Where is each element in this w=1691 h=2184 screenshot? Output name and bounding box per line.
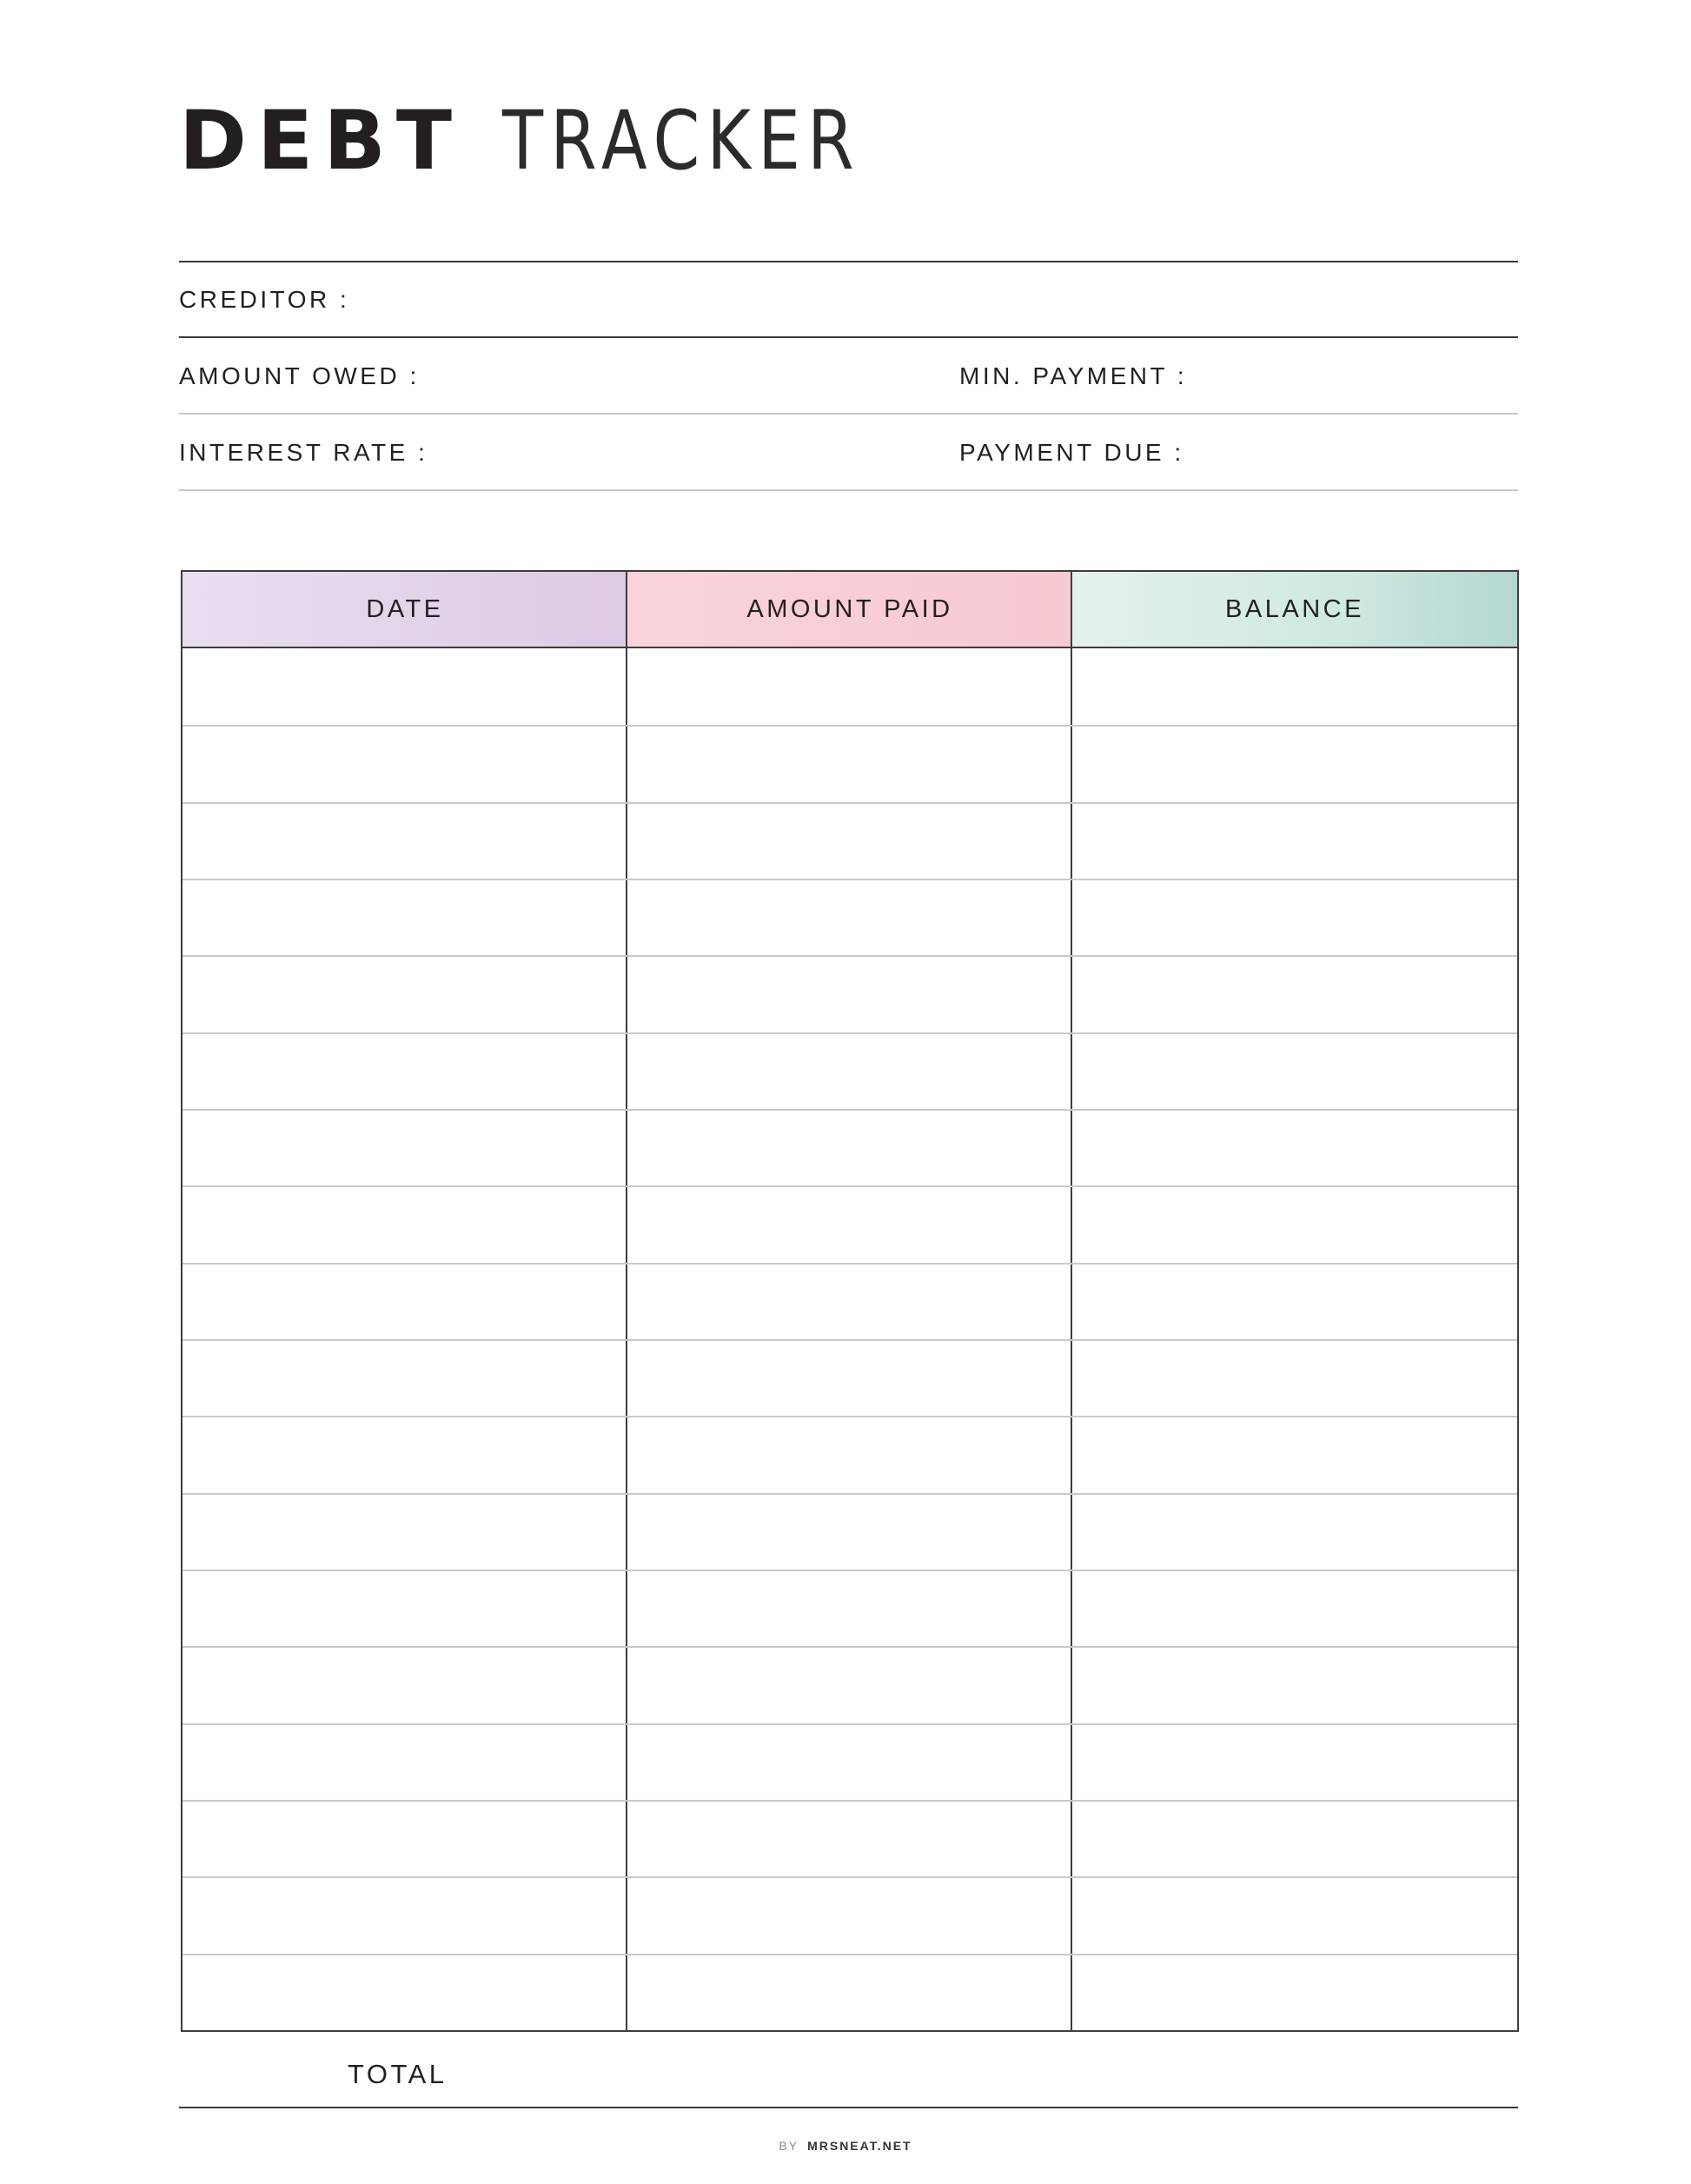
amount-paid-cell[interactable] [627, 1263, 1072, 1339]
balance-cell[interactable] [1072, 1109, 1517, 1185]
amount-paid-cell[interactable] [627, 1493, 1072, 1570]
amount-paid-cell[interactable] [627, 725, 1072, 801]
creditor-bottom-rule [179, 336, 1518, 338]
amount-paid-cell[interactable] [627, 1416, 1072, 1492]
title-bold: DEBT [179, 94, 463, 189]
date-cell[interactable] [182, 1954, 627, 2030]
date-cell[interactable] [182, 1185, 627, 1262]
date-cell[interactable] [182, 1493, 627, 1570]
amount-paid-cell[interactable] [627, 1646, 1072, 1723]
amount-paid-cell[interactable] [627, 1954, 1072, 2030]
date-cell[interactable] [182, 1876, 627, 1953]
amount-paid-cell[interactable] [627, 802, 1072, 879]
footer-by: BY [779, 2139, 799, 2153]
amount-paid-cell[interactable] [627, 1109, 1072, 1185]
date-cell[interactable] [182, 1339, 627, 1416]
amount-paid-cell[interactable] [627, 1723, 1072, 1800]
amount-paid-cell[interactable] [627, 648, 1072, 725]
date-cell[interactable] [182, 879, 627, 955]
balance-cell[interactable] [1072, 1800, 1517, 1876]
min-payment-label: MIN. PAYMENT : [959, 362, 1188, 389]
date-cell[interactable] [182, 1416, 627, 1492]
footer-site: MRSNEAT.NET [807, 2139, 912, 2153]
balance-cell[interactable] [1072, 648, 1517, 725]
balance-cell[interactable] [1072, 1954, 1517, 2030]
date-column-header: DATE [182, 572, 627, 648]
balance-cell[interactable] [1072, 802, 1517, 879]
balance-cell[interactable] [1072, 1570, 1517, 1646]
balance-cell[interactable] [1072, 1723, 1517, 1800]
amount-paid-cell[interactable] [627, 1800, 1072, 1876]
footer-credit [0, 2139, 1691, 2153]
amount-paid-cell[interactable] [627, 1570, 1072, 1646]
date-cell[interactable] [182, 648, 627, 725]
date-cell[interactable] [182, 955, 627, 1032]
balance-cell[interactable] [1072, 725, 1517, 801]
balance-cell[interactable] [1072, 1185, 1517, 1262]
date-cell[interactable] [182, 1723, 627, 1800]
balance-cell[interactable] [1072, 1646, 1517, 1723]
amount-paid-cell[interactable] [627, 1032, 1072, 1109]
balance-cell[interactable] [1072, 1339, 1517, 1416]
page-title [179, 94, 940, 189]
balance-cell[interactable] [1072, 1876, 1517, 1953]
date-cell[interactable] [182, 1263, 627, 1339]
balance-cell[interactable] [1072, 1263, 1517, 1339]
balance-column-header: BALANCE [1072, 572, 1517, 648]
date-cell[interactable] [182, 1109, 627, 1185]
amount-paid-cell[interactable] [627, 1876, 1072, 1953]
date-cell[interactable] [182, 725, 627, 801]
creditor-top-rule [179, 261, 1518, 262]
date-cell[interactable] [182, 1570, 627, 1646]
interest-rate-rule [179, 489, 1518, 491]
interest-rate-label: INTEREST RATE : [179, 439, 428, 466]
balance-cell[interactable] [1072, 1032, 1517, 1109]
amount-owed-label: AMOUNT OWED : [179, 362, 420, 389]
date-cell[interactable] [182, 1032, 627, 1109]
balance-cell[interactable] [1072, 1416, 1517, 1492]
amount-paid-cell[interactable] [627, 1339, 1072, 1416]
amount-paid-cell[interactable] [627, 879, 1072, 955]
creditor-label: CREDITOR : [179, 286, 350, 313]
amount-owed-rule [179, 413, 1518, 415]
balance-cell[interactable] [1072, 879, 1517, 955]
payment-due-label: PAYMENT DUE : [959, 439, 1184, 466]
debt-table [181, 570, 1519, 2032]
date-cell[interactable] [182, 1800, 627, 1876]
total-rule [179, 2107, 1518, 2108]
balance-cell[interactable] [1072, 955, 1517, 1032]
amount-paid-cell[interactable] [627, 955, 1072, 1032]
amount-paid-cell[interactable] [627, 1185, 1072, 1262]
date-cell[interactable] [182, 1646, 627, 1723]
total-label: TOTAL [348, 2059, 448, 2089]
amount-paid-column-header: AMOUNT PAID [627, 572, 1072, 648]
balance-cell[interactable] [1072, 1493, 1517, 1570]
date-cell[interactable] [182, 802, 627, 879]
title-light: TRACKER [502, 94, 862, 189]
